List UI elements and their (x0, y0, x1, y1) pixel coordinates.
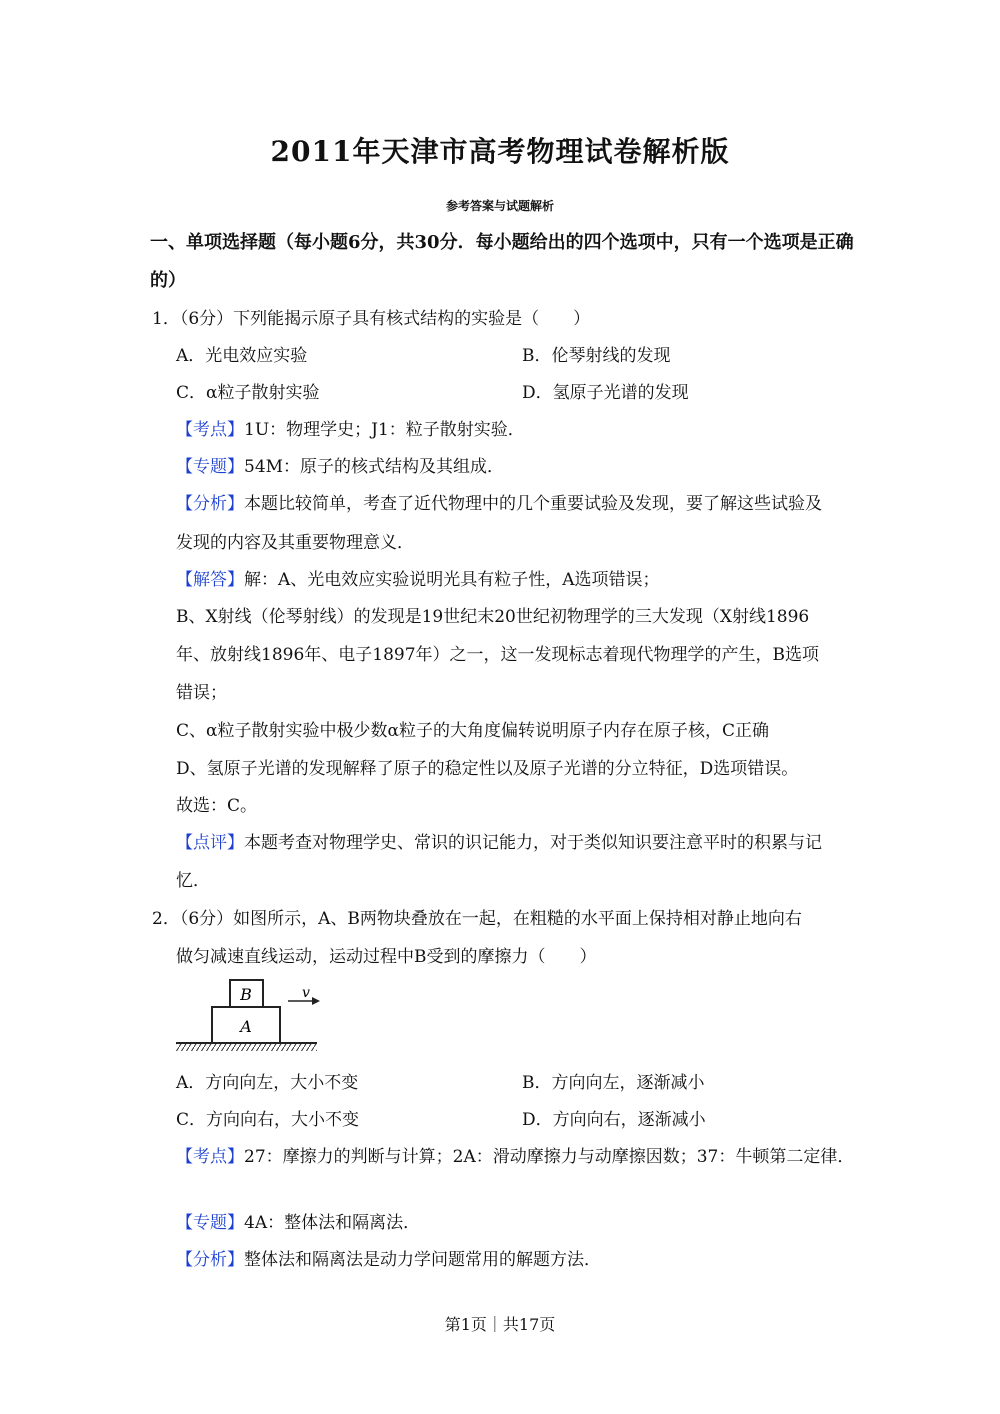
jieda-tag: 【解答】 (176, 570, 244, 590)
q2-figure (174, 975, 324, 1055)
q1-jieda-line5: C、α粒子散射实验中极少数α粒子的大角度偏转说明原子内存在原子核，C正确 (176, 721, 769, 741)
dianping-tag: 【点评】 (176, 833, 244, 853)
q2-fenxi-text: 整体法和隔离法是动力学问题常用的解题方法． (244, 1250, 601, 1270)
q1-jieda-line2: B、X射线（伦琴射线）的发现是19世纪末20世纪初物理学的三大发现（X射线1896 (176, 607, 810, 627)
page-title: 2011年天津市高考物理试卷解析版 (270, 135, 730, 168)
fenxi-tag: 【分析】 (176, 1250, 244, 1270)
q1-kaodian (176, 415, 525, 440)
q1-jieda-line6: D、氢原子光谱的发现解释了原子的稳定性以及原子光谱的分立特征，D选项错误。 (176, 759, 799, 779)
q1-fenxi-line2: 发现的内容及其重要物理意义． (176, 533, 414, 553)
q2-zhuanti (176, 1208, 420, 1233)
q2-kaodian (176, 1142, 854, 1167)
fenxi-tag: 【分析】 (176, 494, 244, 514)
ground-hatch (176, 1044, 317, 1051)
q1-jieda-line7: 故选：C。 (176, 796, 258, 816)
q1-jieda (176, 565, 660, 590)
velocity-arrowhead (312, 997, 320, 1005)
q1-option-d: D．氢原子光谱的发现 (522, 383, 689, 403)
q2-zhuanti-text: 4A：整体法和隔离法． (244, 1213, 421, 1233)
section-heading-line2: 的） (150, 270, 186, 291)
q1-stem: 1．（6分）下列能揭示原子具有核式结构的实验是（ ） (152, 309, 591, 329)
q1-zhuanti (176, 452, 504, 477)
q1-dianping (176, 828, 822, 853)
q2-option-c: C．方向向右，大小不变 (176, 1110, 360, 1130)
q1-dianping-text: 本题考查对物理学史、常识的识记能力，对于类似知识要注意平时的积累与记 (244, 833, 822, 853)
q2-stem-line2: 做匀减速直线运动，运动过程中B受到的摩擦力（ ） (176, 947, 597, 967)
q1-jieda-text: 解：A、光电效应实验说明光具有粒子性，A选项错误； (244, 570, 660, 590)
q1-jieda-line4: 错误； (176, 683, 227, 703)
q2-stem-line1: 2．（6分）如图所示，A、B两物块叠放在一起，在粗糙的水平面上保持相对静止地向右 (152, 909, 802, 929)
label-b: B (240, 985, 252, 1004)
q2-option-a: A．方向向左，大小不变 (176, 1073, 359, 1093)
q2-option-b: B．方向向左，逐渐减小 (522, 1073, 705, 1093)
section-heading-line1: 一、单项选择题（每小题6分，共30分．每小题给出的四个选项中，只有一个选项是正确 (150, 232, 854, 253)
q1-kaodian-text: 1U：物理学史；J1：粒子散射实验． (244, 420, 525, 440)
page-subtitle: 参考答案与试题解析 (445, 199, 554, 213)
label-v: v (302, 985, 310, 1001)
label-a: A (240, 1017, 252, 1036)
kaodian-tag: 【考点】 (176, 420, 244, 440)
q1-option-c: C．α粒子散射实验 (176, 383, 320, 403)
q1-option-b: B．伦琴射线的发现 (522, 346, 671, 366)
page-footer: 第1页｜共17页 (444, 1315, 556, 1334)
q1-zhuanti-text: 54M：原子的核式结构及其组成． (244, 457, 505, 477)
q2-kaodian-text: 27：摩擦力的判断与计算；2A：滑动摩擦力与动摩擦因数；37：牛顿第二定律． (244, 1147, 855, 1167)
q1-dianping-line2: 忆． (176, 871, 210, 891)
q1-fenxi (176, 489, 822, 514)
zhuanti-tag: 【专题】 (176, 1213, 244, 1233)
kaodian-tag: 【考点】 (176, 1147, 244, 1167)
q1-fenxi-text: 本题比较简单，考查了近代物理中的几个重要试验及发现，要了解这些试验及 (244, 494, 822, 514)
q2-option-d: D．方向向右，逐渐减小 (522, 1110, 706, 1130)
q1-option-a: A．光电效应实验 (176, 346, 308, 366)
zhuanti-tag: 【专题】 (176, 457, 244, 477)
q1-jieda-line3: 年、放射线1896年、电子1897年）之一，这一发现标志着现代物理学的产生，B选项 (176, 645, 820, 665)
q2-fenxi (176, 1245, 601, 1270)
